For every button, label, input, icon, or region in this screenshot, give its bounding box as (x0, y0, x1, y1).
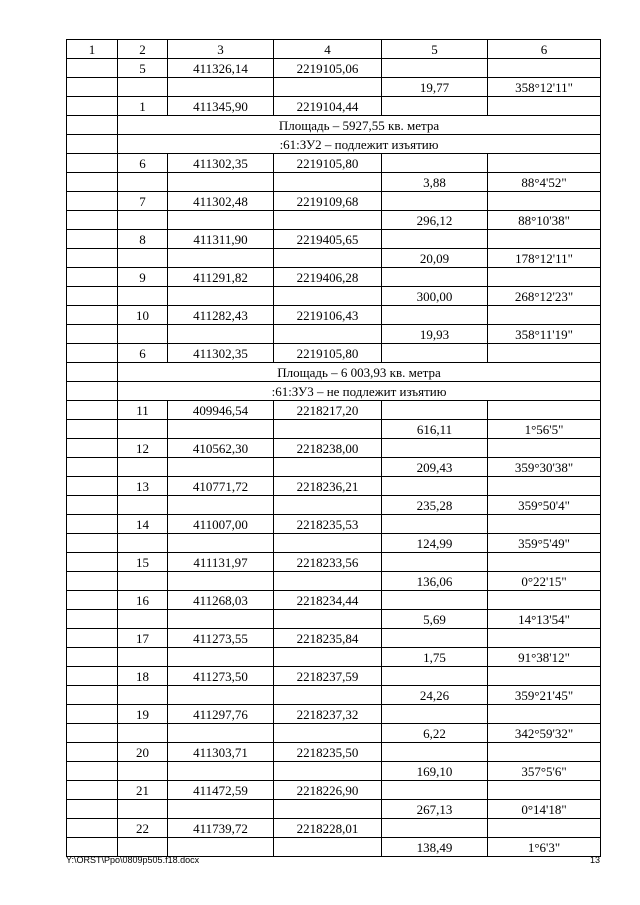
table-cell-empty (118, 420, 168, 439)
table-cell-empty (67, 724, 118, 743)
table-cell-empty (488, 781, 601, 800)
point-number: 21 (118, 781, 168, 800)
footer-file-path: Y:\ORST\Ppo\0809p505.f18.docx (66, 855, 200, 865)
point-number: 6 (118, 154, 168, 173)
coordinate-x: 411291,82 (168, 268, 274, 287)
segment-length: 267,13 (382, 800, 488, 819)
table-cell-empty (488, 268, 601, 287)
direction-angle: 1°56'5" (488, 420, 601, 439)
table-cell-empty (274, 211, 382, 230)
table-cell-empty (168, 325, 274, 344)
table-cell-empty (488, 192, 601, 211)
table-cell-empty (168, 686, 274, 705)
table-cell-empty (118, 173, 168, 192)
table-cell-empty (488, 97, 601, 116)
table-cell-empty (118, 762, 168, 781)
point-number: 10 (118, 306, 168, 325)
table-cell-empty (488, 439, 601, 458)
segment-length: 124,99 (382, 534, 488, 553)
table-row (67, 477, 601, 496)
segment-length: 3,88 (382, 173, 488, 192)
table-cell-empty (67, 781, 118, 800)
table-row (67, 838, 601, 857)
table-cell-empty (67, 477, 118, 496)
direction-angle: 1°6'3" (488, 838, 601, 857)
table-cell-empty (274, 648, 382, 667)
table-cell-empty (67, 401, 118, 420)
direction-angle: 268°12'23" (488, 287, 601, 306)
table-cell-empty (488, 515, 601, 534)
table-cell-empty (118, 458, 168, 477)
table-cell-empty (382, 781, 488, 800)
segment-length: 24,26 (382, 686, 488, 705)
table-cell-empty (67, 553, 118, 572)
segment-length: 136,06 (382, 572, 488, 591)
segment-length: 296,12 (382, 211, 488, 230)
point-number: 6 (118, 344, 168, 363)
coordinate-x: 411326,14 (168, 59, 274, 78)
table-cell-empty (67, 325, 118, 344)
table-row (67, 591, 601, 610)
table-cell-empty (488, 306, 601, 325)
table-cell-empty (67, 192, 118, 211)
table-cell-empty (67, 230, 118, 249)
point-number: 20 (118, 743, 168, 762)
coordinate-y: 2218234,44 (274, 591, 382, 610)
segment-length: 19,93 (382, 325, 488, 344)
coordinate-y: 2219104,44 (274, 97, 382, 116)
table-cell-empty (488, 344, 601, 363)
coordinate-y: 2218237,32 (274, 705, 382, 724)
table-cell-empty (382, 553, 488, 572)
table-cell-empty (274, 534, 382, 553)
point-number: 5 (118, 59, 168, 78)
point-number: 17 (118, 629, 168, 648)
table-cell-empty (67, 667, 118, 686)
point-number: 7 (118, 192, 168, 211)
table-cell-empty (118, 325, 168, 344)
table-cell-empty (118, 838, 168, 857)
point-number: 18 (118, 667, 168, 686)
coordinate-x: 411345,90 (168, 97, 274, 116)
point-number: 14 (118, 515, 168, 534)
table-row (67, 762, 601, 781)
table-row (67, 439, 601, 458)
table-cell-empty (67, 135, 118, 154)
coordinate-x: 411131,97 (168, 553, 274, 572)
table-cell-empty (67, 173, 118, 192)
table-cell-empty (118, 211, 168, 230)
direction-angle: 0°22'15" (488, 572, 601, 591)
segment-length: 616,11 (382, 420, 488, 439)
coordinate-y: 2218236,21 (274, 477, 382, 496)
table-cell-empty (382, 401, 488, 420)
table-cell-empty (67, 572, 118, 591)
table-cell-empty (382, 268, 488, 287)
segment-length: 5,69 (382, 610, 488, 629)
table-row (67, 173, 601, 192)
table-cell-empty (67, 534, 118, 553)
table-row (67, 496, 601, 515)
table-row (67, 287, 601, 306)
segment-length: 19,77 (382, 78, 488, 97)
table-cell-empty (67, 743, 118, 762)
table-cell-empty (168, 838, 274, 857)
table-cell-empty (274, 325, 382, 344)
table-row (67, 420, 601, 439)
table-cell-empty (67, 211, 118, 230)
table-section-row (67, 363, 601, 382)
table-cell-empty (382, 629, 488, 648)
table-row (67, 781, 601, 800)
table-row (67, 401, 601, 420)
table-cell-empty (382, 154, 488, 173)
table-row (67, 743, 601, 762)
direction-angle: 359°5'49" (488, 534, 601, 553)
table-cell-empty (168, 496, 274, 515)
coordinate-y: 2218217,20 (274, 401, 382, 420)
table-cell-empty (67, 97, 118, 116)
table-cell-empty (488, 230, 601, 249)
table-cell-empty (274, 249, 382, 268)
table-row (67, 458, 601, 477)
coordinate-y: 2218237,59 (274, 667, 382, 686)
table-cell-empty (274, 724, 382, 743)
point-number: 19 (118, 705, 168, 724)
table-row (67, 154, 601, 173)
coordinate-y: 2218228,01 (274, 819, 382, 838)
coordinate-y: 2219109,68 (274, 192, 382, 211)
table-row (67, 97, 601, 116)
table-row (67, 249, 601, 268)
coordinate-y: 2219405,65 (274, 230, 382, 249)
coordinate-x: 411282,43 (168, 306, 274, 325)
table-cell-empty (67, 762, 118, 781)
table-cell-empty (168, 287, 274, 306)
table-cell-empty (67, 686, 118, 705)
table-section-row (67, 116, 601, 135)
table-cell-empty (382, 439, 488, 458)
table-cell-empty (488, 553, 601, 572)
table-cell-empty (67, 59, 118, 78)
table-cell-empty (382, 819, 488, 838)
segment-length: 138,49 (382, 838, 488, 857)
direction-angle: 178°12'11" (488, 249, 601, 268)
table-cell-empty (274, 287, 382, 306)
table-cell-empty (488, 591, 601, 610)
section-caption: :61:ЗУ3 – не подлежит изъятию (118, 382, 601, 401)
coordinate-y: 2219105,06 (274, 59, 382, 78)
table-cell-empty (274, 800, 382, 819)
coordinate-y: 2218235,84 (274, 629, 382, 648)
table-cell-empty (274, 762, 382, 781)
table-cell-empty (67, 496, 118, 515)
table-row (67, 686, 601, 705)
table-cell-empty (67, 439, 118, 458)
coordinate-x: 411007,00 (168, 515, 274, 534)
section-caption: Площадь – 5927,55 кв. метра (118, 116, 601, 135)
table-row (67, 610, 601, 629)
table-row (67, 534, 601, 553)
table-row (67, 724, 601, 743)
point-number: 13 (118, 477, 168, 496)
table-row (67, 325, 601, 344)
table-cell-empty (274, 838, 382, 857)
column-header: 1 (67, 40, 118, 59)
table-cell-empty (118, 78, 168, 97)
table-row (67, 306, 601, 325)
table-cell-empty (488, 477, 601, 496)
coordinates-table-body (67, 40, 601, 857)
coordinate-y: 2218235,53 (274, 515, 382, 534)
table-cell-empty (67, 515, 118, 534)
table-row (67, 268, 601, 287)
direction-angle: 88°10'38" (488, 211, 601, 230)
table-cell-empty (67, 154, 118, 173)
table-cell-empty (274, 458, 382, 477)
table-row (67, 629, 601, 648)
coordinate-x: 410771,72 (168, 477, 274, 496)
table-cell-empty (67, 648, 118, 667)
table-cell-empty (382, 705, 488, 724)
table-cell-empty (168, 648, 274, 667)
table-cell-empty (168, 420, 274, 439)
table-cell-empty (67, 705, 118, 724)
table-row (67, 553, 601, 572)
direction-angle: 359°50'4" (488, 496, 601, 515)
table-cell-empty (67, 382, 118, 401)
table-cell-empty (382, 97, 488, 116)
coordinate-x: 411302,35 (168, 154, 274, 173)
direction-angle: 0°14'18" (488, 800, 601, 819)
table-cell-empty (382, 743, 488, 762)
segment-length: 300,00 (382, 287, 488, 306)
table-cell-empty (382, 667, 488, 686)
table-cell-empty (118, 534, 168, 553)
table-cell-empty (488, 401, 601, 420)
direction-angle: 88°4'52" (488, 173, 601, 192)
table-cell-empty (67, 249, 118, 268)
table-cell-empty (382, 515, 488, 534)
table-cell-empty (118, 724, 168, 743)
table-row (67, 192, 601, 211)
table-cell-empty (168, 762, 274, 781)
table-cell-empty (168, 610, 274, 629)
segment-length: 209,43 (382, 458, 488, 477)
table-cell-empty (67, 116, 118, 135)
table-cell-empty (274, 572, 382, 591)
table-cell-empty (118, 648, 168, 667)
point-number: 1 (118, 97, 168, 116)
table-row (67, 78, 601, 97)
direction-angle: 357°5'6" (488, 762, 601, 781)
column-header: 3 (168, 40, 274, 59)
section-caption: Площадь – 6 003,93 кв. метра (118, 363, 601, 382)
table-cell-empty (67, 420, 118, 439)
table-cell-empty (168, 249, 274, 268)
table-cell-empty (488, 705, 601, 724)
table-cell-empty (67, 610, 118, 629)
table-cell-empty (118, 496, 168, 515)
table-cell-empty (118, 249, 168, 268)
table-cell-empty (274, 173, 382, 192)
table-cell-empty (168, 800, 274, 819)
table-cell-empty (67, 344, 118, 363)
table-cell-empty (168, 724, 274, 743)
segment-length: 20,09 (382, 249, 488, 268)
column-header: 2 (118, 40, 168, 59)
direction-angle: 358°12'11" (488, 78, 601, 97)
table-cell-empty (274, 686, 382, 705)
table-row (67, 59, 601, 78)
coordinate-y: 2218226,90 (274, 781, 382, 800)
table-cell-empty (67, 458, 118, 477)
table-cell-empty (67, 819, 118, 838)
table-cell-empty (488, 667, 601, 686)
direction-angle: 358°11'19" (488, 325, 601, 344)
segment-length: 6,22 (382, 724, 488, 743)
table-row (67, 800, 601, 819)
table-row (67, 667, 601, 686)
table-cell-empty (488, 154, 601, 173)
point-number: 12 (118, 439, 168, 458)
table-row (67, 515, 601, 534)
table-cell-empty (67, 363, 118, 382)
coordinates-table (66, 39, 601, 857)
table-cell-empty (118, 287, 168, 306)
segment-length: 1,75 (382, 648, 488, 667)
coordinate-x: 409946,54 (168, 401, 274, 420)
table-cell-empty (168, 534, 274, 553)
point-number: 8 (118, 230, 168, 249)
table-cell-empty (382, 230, 488, 249)
table-cell-empty (488, 743, 601, 762)
coordinate-x: 411303,71 (168, 743, 274, 762)
coordinate-y: 2219105,80 (274, 344, 382, 363)
coordinate-x: 411472,59 (168, 781, 274, 800)
table-cell-empty (382, 591, 488, 610)
table-row (67, 819, 601, 838)
table-cell-empty (168, 458, 274, 477)
table-cell-empty (382, 59, 488, 78)
table-cell-empty (168, 173, 274, 192)
table-cell-empty (67, 306, 118, 325)
table-row (67, 572, 601, 591)
segment-length: 235,28 (382, 496, 488, 515)
coordinate-x: 411273,50 (168, 667, 274, 686)
table-cell-empty (488, 59, 601, 78)
table-cell-empty (382, 306, 488, 325)
coordinate-x: 411297,76 (168, 705, 274, 724)
table-row (67, 230, 601, 249)
coordinate-y: 2218238,00 (274, 439, 382, 458)
table-cell-empty (67, 287, 118, 306)
point-number: 16 (118, 591, 168, 610)
table-cell-empty (274, 78, 382, 97)
coordinate-x: 411739,72 (168, 819, 274, 838)
table-cell-empty (488, 629, 601, 648)
table-row (67, 648, 601, 667)
table-row (67, 705, 601, 724)
table-cell-empty (488, 819, 601, 838)
table-cell-empty (67, 800, 118, 819)
direction-angle: 342°59'32" (488, 724, 601, 743)
column-header: 6 (488, 40, 601, 59)
table-cell-empty (168, 211, 274, 230)
table-cell-empty (118, 572, 168, 591)
coordinate-y: 2219406,28 (274, 268, 382, 287)
coordinate-x: 411311,90 (168, 230, 274, 249)
table-section-row (67, 382, 601, 401)
coordinate-x: 411302,35 (168, 344, 274, 363)
table-row (67, 344, 601, 363)
table-cell-empty (118, 800, 168, 819)
table-cell-empty (67, 838, 118, 857)
table-cell-empty (67, 591, 118, 610)
table-cell-empty (274, 496, 382, 515)
table-cell-empty (382, 477, 488, 496)
section-caption: :61:ЗУ2 – подлежит изъятию (118, 135, 601, 154)
table-cell-empty (67, 78, 118, 97)
table-cell-empty (67, 268, 118, 287)
point-number: 11 (118, 401, 168, 420)
coordinate-y: 2218233,56 (274, 553, 382, 572)
table-row (67, 211, 601, 230)
table-cell-empty (274, 610, 382, 629)
point-number: 15 (118, 553, 168, 572)
direction-angle: 91°38'12" (488, 648, 601, 667)
table-section-row (67, 135, 601, 154)
coordinate-x: 411302,48 (168, 192, 274, 211)
point-number: 22 (118, 819, 168, 838)
table-cell-empty (118, 686, 168, 705)
point-number: 9 (118, 268, 168, 287)
table-cell-empty (382, 192, 488, 211)
direction-angle: 14°13'54" (488, 610, 601, 629)
table-cell-empty (118, 610, 168, 629)
coordinate-y: 2218235,50 (274, 743, 382, 762)
table-header-row (67, 40, 601, 59)
coordinate-x: 411273,55 (168, 629, 274, 648)
coordinate-x: 411268,03 (168, 591, 274, 610)
table-cell-empty (382, 344, 488, 363)
table-cell-empty (168, 78, 274, 97)
table-cell-empty (274, 420, 382, 439)
segment-length: 169,10 (382, 762, 488, 781)
table-cell-empty (67, 629, 118, 648)
coordinate-y: 2219106,43 (274, 306, 382, 325)
coordinate-y: 2219105,80 (274, 154, 382, 173)
coordinate-x: 410562,30 (168, 439, 274, 458)
table-cell-empty (168, 572, 274, 591)
direction-angle: 359°21'45" (488, 686, 601, 705)
footer-page-number: 13 (589, 855, 600, 865)
column-header: 4 (274, 40, 382, 59)
direction-angle: 359°30'38" (488, 458, 601, 477)
column-header: 5 (382, 40, 488, 59)
